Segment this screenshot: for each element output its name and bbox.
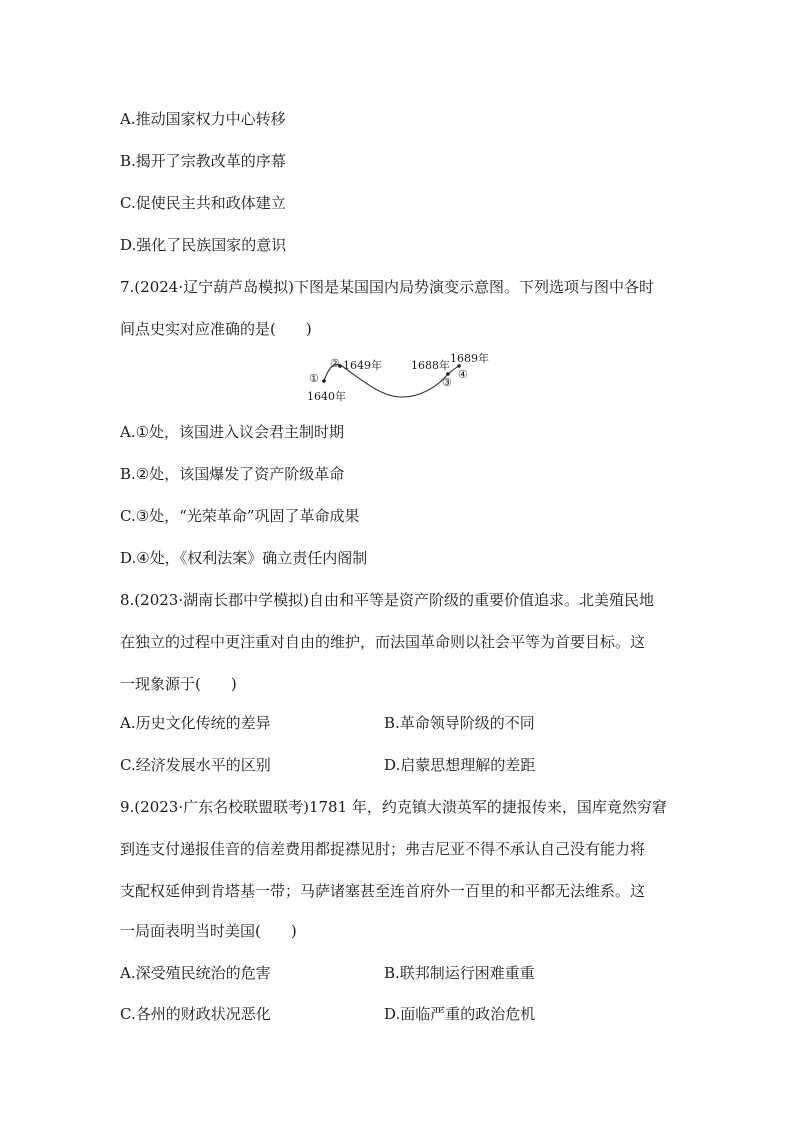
q7-option-a: A.①处，该国进入议会君主制时期 [120,423,345,441]
q8-stem-line-3: 一现象源于( ) [120,675,237,693]
marker-year-4: 1689年 [450,352,489,365]
marker-symbol-1: ① [309,372,319,385]
q9-stem-line-4: 一局面表明当时美国( ) [120,922,297,940]
q8-option-d: D.启蒙思想理解的差距 [384,756,536,774]
q8-stem-line-2: 在独立的过程中更注重对自由的维护，而法国革命则以社会平等为首要目标。这 [120,633,646,651]
point-marker-1 [322,379,326,383]
q7-option-d: D.④处，《权利法案》确立责任内阁制 [120,549,368,567]
q9-option-b: B.联邦制运行困难重重 [384,964,535,982]
marker-symbol-4: ④ [458,368,468,381]
situation-evolution-diagram [300,348,500,408]
q7-option-b: B.②处，该国爆发了资产阶级革命 [120,465,345,483]
q7-option-c: C.③处，“光荣革命”巩固了革命成果 [120,507,360,525]
marker-year-3: 1688年 [411,359,450,372]
q9-stem-line-1: 9.(2023·广东名校联盟联考)1781 年，约克镇大溃英军的捷报传来，国库竟然穷窘 [120,798,667,816]
q9-stem-line-2: 到连支付递报佳音的信差费用都捉襟见肘；弗吉尼亚不得不承认自己没有能力将 [120,840,646,858]
marker-year-2: 1649年 [343,359,382,372]
q7-stem-line-1: 7.(2024·辽宁葫芦岛模拟)下图是某国国内局势演变示意图。下列选项与图中各时 [120,278,654,296]
q8-option-c: C.经济发展水平的区别 [120,756,271,774]
q7-stem-line-2: 间点史实对应准确的是( ) [120,320,312,338]
q9-stem-line-3: 支配权延伸到肯塔基一带；马萨诸塞甚至连首府外一百里的和平都无法维系。这 [120,882,646,900]
q6-option-d: D.强化了民族国家的意识 [120,236,287,254]
q9-option-a: A.深受殖民统治的危害 [120,964,271,982]
q6-option-a: A.推动国家权力中心转移 [120,110,286,128]
q6-option-b: B.揭开了宗教改革的序幕 [120,152,286,170]
q8-option-b: B.革命领导阶级的不同 [384,714,535,732]
marker-symbol-3: ③ [442,376,452,389]
q6-option-c: C.促使民主共和政体建立 [120,194,286,212]
q8-stem-line-1: 8.(2023·湖南长郡中学模拟)自由和平等是资产阶级的重要价值追求。北美殖民地 [120,591,654,609]
q9-option-d: D.面临严重的政治危机 [384,1005,536,1023]
marker-symbol-2: ② [330,357,340,370]
q8-option-a: A.历史文化传统的差异 [120,714,271,732]
q9-option-c: C.各州的财政状况恶化 [120,1005,271,1023]
marker-year-1: 1640年 [307,390,346,403]
